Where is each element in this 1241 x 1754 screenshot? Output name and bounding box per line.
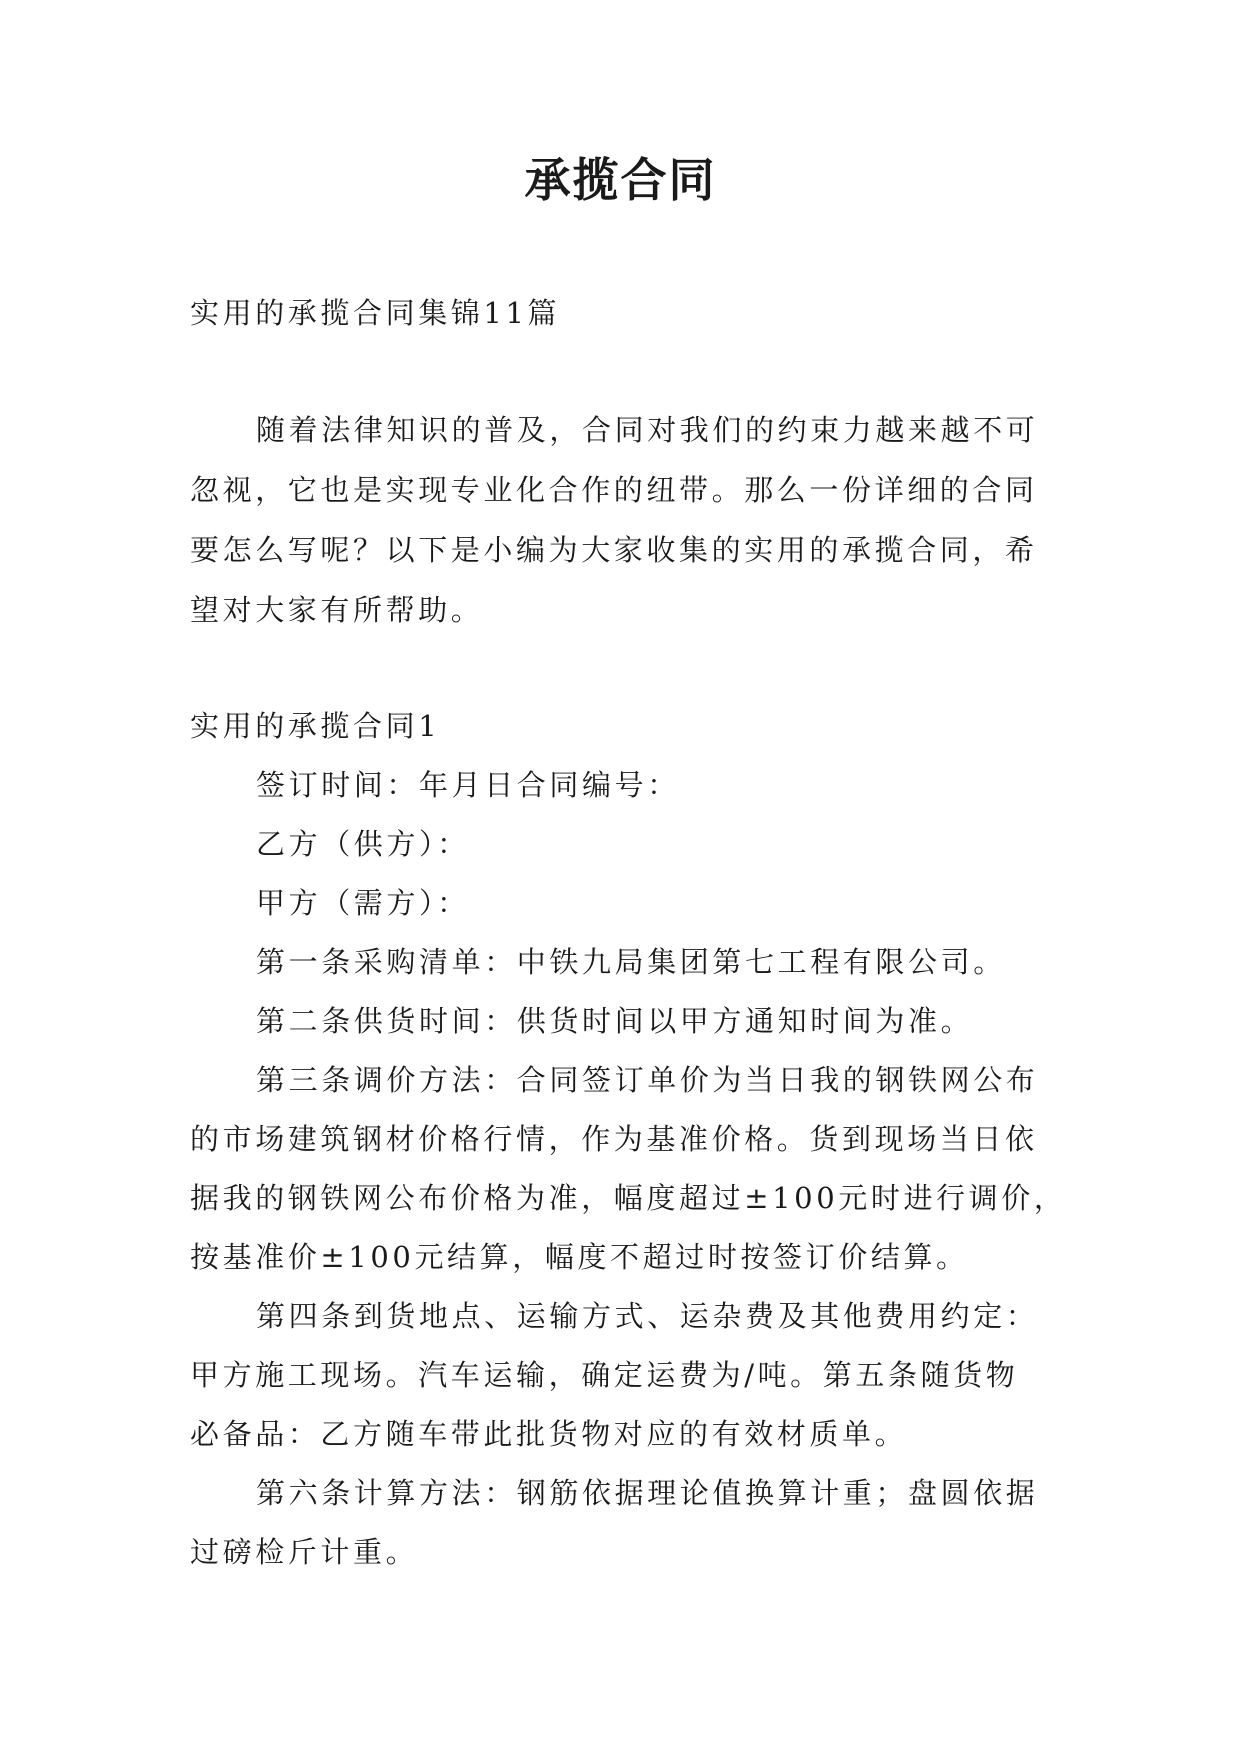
body-line-article-2: 第二条供货时间：供货时间以甲方通知时间为准。 (256, 1004, 974, 1038)
body-line-party-a: 甲方（需方）： (256, 886, 470, 920)
document-title: 承揽合同 (524, 153, 717, 207)
intro-line: 随着法律知识的普及，合同对我们的约束力越来越不可 (256, 413, 1039, 447)
body-line-article-3: 第三条调价方法：合同签订单价为当日我的钢铁网公布 (256, 1063, 1039, 1097)
body-line: 必备品：乙方随车带此批货物对应的有效材质单。 (190, 1417, 908, 1451)
intro-line: 望对大家有所帮助。 (190, 593, 484, 627)
section-heading: 实用的承揽合同1 (190, 709, 441, 743)
body-line-article-4: 第四条到货地点、运输方式、运杂费及其他费用约定： (256, 1299, 1039, 1333)
body-line-article-6: 第六条计算方法：钢筋依据理论值换算计重；盘圆依据 (256, 1476, 1039, 1510)
body-line-article-1: 第一条采购清单：中铁九局集团第七工程有限公司。 (256, 945, 1006, 979)
intro-line: 忽视，它也是实现专业化合作的纽带。那么一份详细的合同 (190, 473, 1038, 507)
body-line: 据我的钢铁网公布价格为准，幅度超过±100元时进行调价， (190, 1181, 1067, 1215)
body-line: 甲方施工现场。汽车运输，确定运费为/吨。第五条随货物 (190, 1358, 1019, 1392)
document-subtitle: 实用的承揽合同集锦11篇 (190, 296, 561, 330)
body-line: 的市场建筑钢材价格行情，作为基准价格。货到现场当日依 (190, 1122, 1038, 1156)
body-line-party-b: 乙方（供方）： (256, 827, 470, 861)
body-line-sign-date: 签订时间：年月日合同编号： (256, 768, 680, 802)
body-line: 按基准价±100元结算，幅度不超过时按签订价结算。 (190, 1240, 969, 1274)
body-line: 过磅检斤计重。 (190, 1535, 419, 1569)
intro-line: 要怎么写呢？以下是小编为大家收集的实用的承揽合同，希 (190, 533, 1038, 567)
